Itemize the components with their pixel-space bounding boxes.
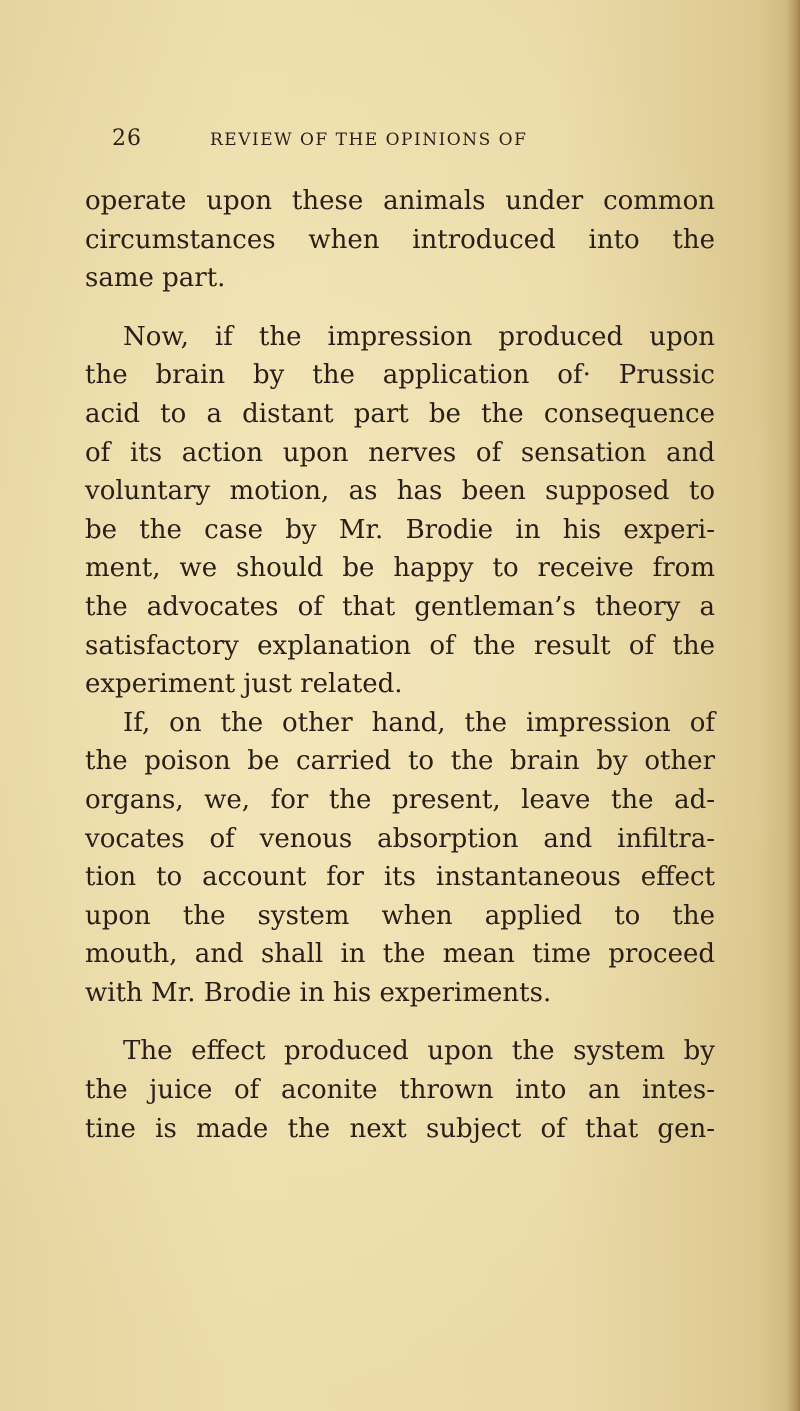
- running-head: [0, 126, 800, 156]
- text-line: If, on the other hand, the impression of: [123, 707, 715, 738]
- text-line: the poison be carried to the brain by other: [85, 746, 715, 777]
- page-edge-shadow: [786, 0, 800, 1411]
- page-number: 26: [112, 126, 142, 151]
- body-text: [85, 182, 715, 1148]
- text-line: experiment just related.: [85, 669, 403, 700]
- text-line: vocates of venous absorption and infiltra-: [85, 823, 715, 854]
- text-line: mouth, and shall in the mean time proceed: [85, 939, 715, 970]
- text-line: tion to account for its instantaneous effect: [85, 862, 715, 893]
- text-line: be the case by Mr. Brodie in his experi-: [85, 514, 715, 545]
- text-line: same part.: [85, 263, 226, 294]
- text-line: Now, if the impression produced upon: [123, 321, 715, 352]
- text-line: the juice of aconite thrown into an intes-: [85, 1075, 715, 1106]
- text-line: circumstances when introduced into the: [85, 224, 715, 255]
- text-line: acid to a distant part be the consequence: [85, 398, 715, 429]
- text-line: operate upon these animals under common: [85, 186, 715, 216]
- text-line: of its action upon nerves of sensation and: [85, 437, 715, 468]
- text-line: The effect produced upon the system by: [123, 1036, 715, 1067]
- text-line: tine is made the next subject of that gen-: [85, 1113, 715, 1144]
- text-line: satisfactory explanation of the result of the: [85, 630, 715, 661]
- text-line: upon the system when applied to the: [85, 900, 715, 931]
- paragraph-gap: [85, 1012, 715, 1032]
- text-line: the advocates of that gentleman’s theory a: [85, 591, 715, 622]
- text-line: the brain by the application of· Prussic: [85, 360, 715, 391]
- running-head-title: REVIEW OF THE OPINIONS OF: [210, 130, 528, 150]
- text-line: with Mr. Brodie in his experiments.: [85, 977, 552, 1008]
- text-line: ment, we should be happy to receive from: [85, 553, 715, 584]
- text-line: organs, we, for the present, leave the ad-: [85, 784, 715, 815]
- paragraph-gap: [85, 298, 715, 318]
- text-line: voluntary motion, as has been supposed to: [85, 476, 715, 507]
